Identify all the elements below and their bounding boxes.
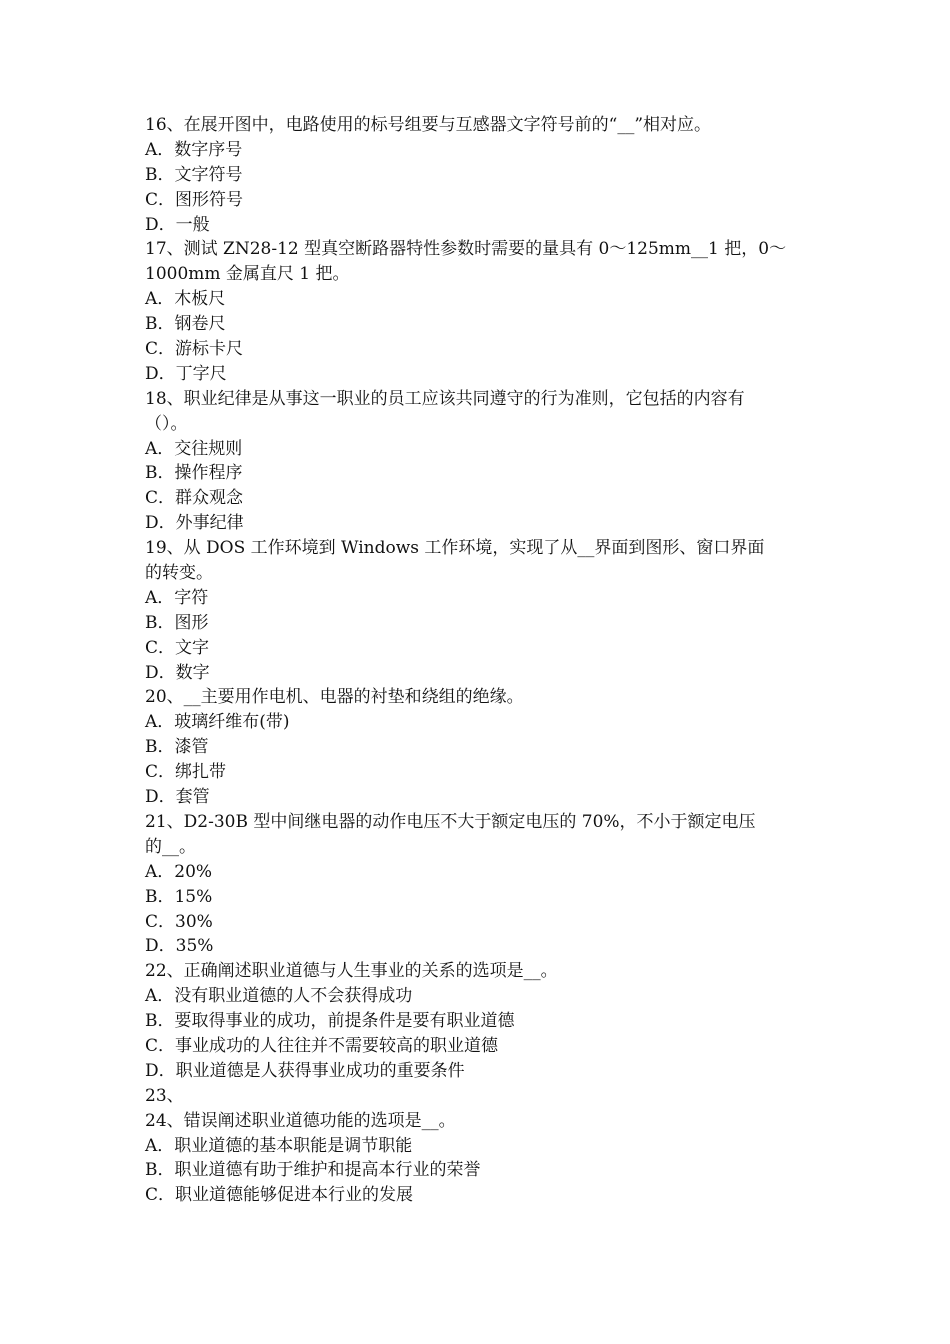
question-list: [145, 113, 815, 1208]
question-17-option-d: D．丁字尺: [145, 363, 227, 384]
question-18-option-b: B．操作程序: [145, 463, 243, 484]
question-24-option-b: B．职业道德有助于维护和提高本行业的荣誉: [145, 1160, 481, 1181]
question-18-stem-cont: （）。: [145, 413, 188, 434]
question-20-stem: 20、__主要用作电机、电器的衬垫和绕组的绝缘。: [145, 687, 524, 708]
question-22-option-d: D．职业道德是人获得事业成功的重要条件: [145, 1060, 465, 1081]
question-20-option-b: B．漆管: [145, 737, 209, 758]
question-21-option-b: B．15%: [145, 886, 213, 907]
question-22-option-c: C．事业成功的人往往并不需要较高的职业道德: [145, 1035, 499, 1056]
question-21-option-a: A．20%: [145, 861, 213, 882]
question-16-stem: 16、在展开图中，电路使用的标号组要与互感器文字符号前的“__”相对应。: [145, 115, 712, 135]
question-17-option-a: A．木板尺: [145, 289, 226, 310]
question-19-option-c: C．文字: [145, 637, 210, 658]
question-20-option-c: C．绑扎带: [145, 762, 227, 783]
question-24-stem: 24、错误阐述职业道德功能的选项是__。: [145, 1110, 456, 1131]
question-24-option-c: C．职业道德能够促进本行业的发展: [145, 1185, 414, 1206]
question-22-stem: 22、正确阐述职业道德与人生事业的关系的选项是__。: [145, 961, 558, 982]
question-24-option-a: A．职业道德的基本职能是调节职能: [145, 1135, 413, 1156]
question-21-stem-cont: 的__。: [145, 836, 196, 857]
question-17-option-c: C．游标卡尺: [145, 339, 244, 360]
question-16-option-b: B．文字符号: [145, 164, 243, 185]
question-20-option-a: A．玻璃纤维布(带): [145, 712, 290, 733]
question-21-option-c: C．30%: [145, 911, 213, 932]
question-18-option-a: A．交往规则: [145, 438, 243, 459]
question-19-stem-cont: 的转变。: [145, 563, 213, 584]
question-16-option-c: C．图形符号: [145, 189, 244, 210]
question-21-option-d: D．35%: [145, 936, 214, 957]
question-17-option-b: B．钢卷尺: [145, 314, 226, 335]
question-16-option-d: D．一般: [145, 214, 210, 235]
question-20-option-d: D．套管: [145, 787, 210, 808]
question-16-option-a: A．数字序号: [145, 139, 243, 160]
question-21-stem: 21、D2-30B 型中间继电器的动作电压不大于额定电压的 70%，不小于额定电压: [145, 811, 756, 832]
question-19-option-d: D．数字: [145, 662, 210, 683]
question-19-option-a: A．字符: [145, 587, 209, 608]
question-18-stem: 18、职业纪律是从事这一职业的员工应该共同遵守的行为准则，它包括的内容有: [145, 388, 745, 409]
question-22-option-a: A．没有职业道德的人不会获得成功: [145, 986, 413, 1007]
question-17-stem: 17、测试 ZN28-12 型真空断路器特性参数时需要的量具有 0～125mm__1 把，0～: [145, 239, 787, 260]
question-19-stem: 19、从 DOS 工作环境到 Windows 工作环境，实现了从__界面到图形、窗口界面: [145, 538, 765, 559]
question-22-option-b: B．要取得事业的成功，前提条件是要有职业道德: [145, 1011, 515, 1032]
question-18-option-d: D．外事纪律: [145, 513, 244, 534]
question-23-stem: 23、: [145, 1085, 184, 1106]
question-19-option-b: B．图形: [145, 612, 209, 633]
question-17-stem-cont: 1000mm 金属直尺 1 把。: [145, 264, 350, 285]
question-18-option-c: C．群众观念: [145, 488, 244, 509]
